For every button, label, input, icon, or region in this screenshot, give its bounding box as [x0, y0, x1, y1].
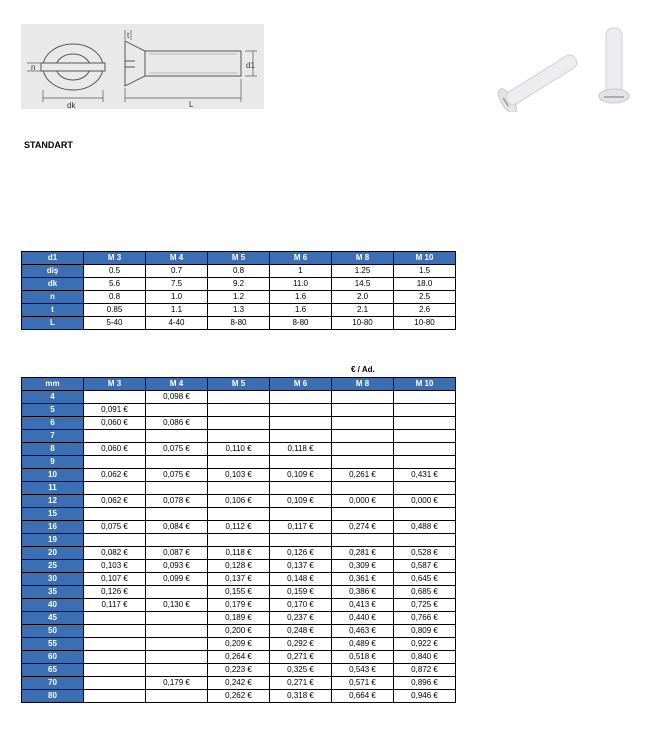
table-cell: 8-80 — [208, 317, 270, 330]
price-header-row — [22, 378, 456, 391]
spec-row — [22, 265, 456, 278]
price-row — [22, 443, 456, 456]
table-cell — [332, 482, 394, 495]
table-cell — [394, 443, 456, 456]
price-table-body — [22, 391, 456, 703]
table-cell: 0,117 € — [84, 599, 146, 612]
table-cell: 18.0 — [394, 278, 456, 291]
table-cell: 0,386 € — [332, 586, 394, 599]
price-header: M 4 — [146, 378, 208, 391]
table-cell — [208, 404, 270, 417]
table-cell — [208, 417, 270, 430]
table-cell: 0,237 € — [270, 612, 332, 625]
table-cell — [270, 482, 332, 495]
row-header-cell: L — [22, 317, 84, 330]
table-cell: 1 — [270, 265, 332, 278]
table-cell: 0,126 € — [270, 547, 332, 560]
table-cell — [208, 534, 270, 547]
table-cell: 1.1 — [146, 304, 208, 317]
table-cell: 0,000 € — [332, 495, 394, 508]
table-cell: 0,264 € — [208, 651, 270, 664]
table-cell — [84, 677, 146, 690]
table-cell: 0,200 € — [208, 625, 270, 638]
table-cell: 0,189 € — [208, 612, 270, 625]
price-row — [22, 677, 456, 690]
price-header: M 6 — [270, 378, 332, 391]
spec-row — [22, 278, 456, 291]
row-header-cell: 15 — [22, 508, 84, 521]
table-cell — [394, 508, 456, 521]
screw-product-image — [488, 20, 638, 112]
table-cell — [270, 456, 332, 469]
table-cell: 0,309 € — [332, 560, 394, 573]
table-cell: 0,103 € — [208, 469, 270, 482]
table-cell: 0,075 € — [84, 521, 146, 534]
spec-header: M 10 — [394, 252, 456, 265]
table-cell: 0,091 € — [84, 404, 146, 417]
table-cell: 0,155 € — [208, 586, 270, 599]
table-cell: 10-80 — [394, 317, 456, 330]
price-row — [22, 521, 456, 534]
price-row — [22, 625, 456, 638]
table-cell: 0,543 € — [332, 664, 394, 677]
price-row — [22, 508, 456, 521]
price-row — [22, 417, 456, 430]
price-header: M 5 — [208, 378, 270, 391]
table-cell: 0,766 € — [394, 612, 456, 625]
table-cell: 1.0 — [146, 291, 208, 304]
table-cell: 2.6 — [394, 304, 456, 317]
table-cell — [84, 391, 146, 404]
table-cell: 9.2 — [208, 278, 270, 291]
spec-header: M 3 — [84, 252, 146, 265]
table-cell — [146, 456, 208, 469]
price-row — [22, 599, 456, 612]
table-cell — [332, 508, 394, 521]
price-row — [22, 456, 456, 469]
table-cell: 0,159 € — [270, 586, 332, 599]
price-row — [22, 612, 456, 625]
row-header-cell: diş — [22, 265, 84, 278]
row-header-cell: 70 — [22, 677, 84, 690]
table-cell: 0.7 — [146, 265, 208, 278]
table-cell: 0,103 € — [84, 560, 146, 573]
table-cell: 2.0 — [332, 291, 394, 304]
table-cell: 14.5 — [332, 278, 394, 291]
row-header-cell: 10 — [22, 469, 84, 482]
table-cell: 0,078 € — [146, 495, 208, 508]
table-cell — [270, 391, 332, 404]
table-cell: 0,361 € — [332, 573, 394, 586]
table-cell: 0,098 € — [146, 391, 208, 404]
table-cell — [84, 534, 146, 547]
table-cell — [146, 430, 208, 443]
table-cell: 11.0 — [270, 278, 332, 291]
table-cell: 0,109 € — [270, 469, 332, 482]
table-cell — [84, 690, 146, 703]
price-row — [22, 664, 456, 677]
table-cell: 0,084 € — [146, 521, 208, 534]
price-row — [22, 430, 456, 443]
table-cell: 0,274 € — [332, 521, 394, 534]
table-cell — [332, 456, 394, 469]
table-cell: 0.8 — [84, 291, 146, 304]
table-cell — [84, 651, 146, 664]
label-t: t — [127, 31, 130, 40]
table-cell — [146, 651, 208, 664]
price-header: M 10 — [394, 378, 456, 391]
table-cell — [146, 482, 208, 495]
table-cell — [270, 404, 332, 417]
price-header: M 8 — [332, 378, 394, 391]
spec-row — [22, 304, 456, 317]
table-cell: 0,117 € — [270, 521, 332, 534]
table-cell: 0,112 € — [208, 521, 270, 534]
table-cell: 0,118 € — [270, 443, 332, 456]
table-cell: 0,106 € — [208, 495, 270, 508]
row-header-cell: 6 — [22, 417, 84, 430]
table-cell: 0,281 € — [332, 547, 394, 560]
table-cell: 0,126 € — [84, 586, 146, 599]
table-cell — [208, 482, 270, 495]
table-cell — [84, 482, 146, 495]
table-cell: 0,062 € — [84, 469, 146, 482]
table-cell: 5-40 — [84, 317, 146, 330]
spec-table — [21, 251, 456, 330]
row-header-cell: dk — [22, 278, 84, 291]
price-row — [22, 638, 456, 651]
table-cell — [208, 391, 270, 404]
price-row — [22, 690, 456, 703]
table-cell — [394, 534, 456, 547]
table-cell — [208, 508, 270, 521]
table-cell: 0,170 € — [270, 599, 332, 612]
screw-dimension-drawing — [21, 24, 264, 109]
table-cell: 0,248 € — [270, 625, 332, 638]
table-cell: 0,318 € — [270, 690, 332, 703]
table-cell: 0,179 € — [146, 677, 208, 690]
table-cell: 0,664 € — [332, 690, 394, 703]
price-row — [22, 404, 456, 417]
table-cell: 0,440 € — [332, 612, 394, 625]
row-header-cell: 25 — [22, 560, 84, 573]
spec-header: M 5 — [208, 252, 270, 265]
table-cell — [146, 586, 208, 599]
row-header-cell: 55 — [22, 638, 84, 651]
table-cell: 0,896 € — [394, 677, 456, 690]
table-cell — [146, 534, 208, 547]
table-cell: 0,261 € — [332, 469, 394, 482]
table-cell: 0,099 € — [146, 573, 208, 586]
table-cell: 0,872 € — [394, 664, 456, 677]
row-header-cell: 11 — [22, 482, 84, 495]
table-cell: 1.5 — [394, 265, 456, 278]
table-cell: 5.6 — [84, 278, 146, 291]
table-cell: 1.25 — [332, 265, 394, 278]
table-cell — [394, 391, 456, 404]
table-cell — [146, 638, 208, 651]
row-header-cell: n — [22, 291, 84, 304]
technical-drawing — [21, 24, 264, 109]
table-cell: 10-80 — [332, 317, 394, 330]
table-cell — [270, 534, 332, 547]
spec-table-body — [22, 265, 456, 330]
table-cell: 0,840 € — [394, 651, 456, 664]
table-cell: 2.1 — [332, 304, 394, 317]
table-cell — [332, 534, 394, 547]
table-cell: 0,075 € — [146, 443, 208, 456]
table-cell — [208, 430, 270, 443]
table-cell — [332, 404, 394, 417]
table-cell: 0,137 € — [270, 560, 332, 573]
table-cell — [394, 417, 456, 430]
table-cell: 0,518 € — [332, 651, 394, 664]
table-cell — [84, 664, 146, 677]
row-header-cell: 19 — [22, 534, 84, 547]
table-cell — [84, 638, 146, 651]
table-cell — [394, 482, 456, 495]
label-dk: dk — [67, 101, 76, 109]
row-header-cell: 45 — [22, 612, 84, 625]
row-header-cell: 35 — [22, 586, 84, 599]
table-cell — [84, 625, 146, 638]
table-cell: 0,223 € — [208, 664, 270, 677]
table-cell: 0,413 € — [332, 599, 394, 612]
table-cell: 0,107 € — [84, 573, 146, 586]
table-cell — [84, 456, 146, 469]
table-cell: 0,571 € — [332, 677, 394, 690]
table-cell: 0,110 € — [208, 443, 270, 456]
table-cell: 0,528 € — [394, 547, 456, 560]
table-cell: 0,463 € — [332, 625, 394, 638]
table-cell — [270, 417, 332, 430]
table-cell — [270, 508, 332, 521]
row-header-cell: 80 — [22, 690, 84, 703]
price-row — [22, 534, 456, 547]
table-cell — [146, 404, 208, 417]
table-cell — [146, 612, 208, 625]
price-row — [22, 573, 456, 586]
table-cell: 0.85 — [84, 304, 146, 317]
row-header-cell: 40 — [22, 599, 84, 612]
row-header-cell: 5 — [22, 404, 84, 417]
table-cell — [394, 404, 456, 417]
price-row — [22, 391, 456, 404]
table-cell — [84, 612, 146, 625]
spec-row — [22, 317, 456, 330]
table-cell: 1.3 — [208, 304, 270, 317]
table-cell — [332, 443, 394, 456]
table-cell — [208, 456, 270, 469]
table-cell: 0,242 € — [208, 677, 270, 690]
price-row — [22, 469, 456, 482]
table-cell: 0,685 € — [394, 586, 456, 599]
price-row — [22, 547, 456, 560]
table-cell — [394, 430, 456, 443]
table-cell — [84, 508, 146, 521]
label-L: L — [189, 100, 194, 109]
table-cell — [332, 430, 394, 443]
row-header-cell: 7 — [22, 430, 84, 443]
price-row — [22, 651, 456, 664]
row-header-cell: t — [22, 304, 84, 317]
table-cell: 0,922 € — [394, 638, 456, 651]
spec-header: M 6 — [270, 252, 332, 265]
table-cell — [146, 625, 208, 638]
table-cell: 1.6 — [270, 291, 332, 304]
row-header-cell: 4 — [22, 391, 84, 404]
price-row — [22, 586, 456, 599]
table-cell: 0,062 € — [84, 495, 146, 508]
spec-row — [22, 291, 456, 304]
table-cell: 0,946 € — [394, 690, 456, 703]
row-header-cell: 60 — [22, 651, 84, 664]
label-n: n — [31, 63, 36, 72]
table-cell: 0,262 € — [208, 690, 270, 703]
table-cell: 0,060 € — [84, 443, 146, 456]
table-cell: 0.8 — [208, 265, 270, 278]
row-header-cell: 20 — [22, 547, 84, 560]
table-cell: 7.5 — [146, 278, 208, 291]
table-cell: 0,209 € — [208, 638, 270, 651]
table-cell: 1.6 — [270, 304, 332, 317]
table-cell — [146, 664, 208, 677]
table-cell: 0,645 € — [394, 573, 456, 586]
table-cell: 0,489 € — [332, 638, 394, 651]
table-cell: 0,109 € — [270, 495, 332, 508]
table-cell: 0,086 € — [146, 417, 208, 430]
row-header-cell: 65 — [22, 664, 84, 677]
table-cell: 0,075 € — [146, 469, 208, 482]
table-cell: 0,271 € — [270, 651, 332, 664]
spec-header: M 8 — [332, 252, 394, 265]
table-cell: 0,325 € — [270, 664, 332, 677]
table-cell: 0,118 € — [208, 547, 270, 560]
row-header-cell: 30 — [22, 573, 84, 586]
screw-render — [488, 20, 638, 112]
table-cell: 4-40 — [146, 317, 208, 330]
table-cell — [332, 417, 394, 430]
price-row — [22, 560, 456, 573]
label-d1: d1 — [246, 61, 255, 70]
table-cell: 0,130 € — [146, 599, 208, 612]
table-cell — [84, 430, 146, 443]
table-cell: 8-80 — [270, 317, 332, 330]
row-header-cell: 12 — [22, 495, 84, 508]
table-cell — [270, 430, 332, 443]
row-header-cell: 8 — [22, 443, 84, 456]
table-cell — [394, 456, 456, 469]
table-cell: 1.2 — [208, 291, 270, 304]
spec-header-row — [22, 252, 456, 265]
table-cell: 0,431 € — [394, 469, 456, 482]
price-row — [22, 482, 456, 495]
price-header: mm — [22, 378, 84, 391]
table-cell: 0,587 € — [394, 560, 456, 573]
spec-header: d1 — [22, 252, 84, 265]
price-header: M 3 — [84, 378, 146, 391]
table-cell: 0,809 € — [394, 625, 456, 638]
price-unit-label: € / Ad. — [351, 365, 375, 374]
table-cell: 0.5 — [84, 265, 146, 278]
table-cell: 0,148 € — [270, 573, 332, 586]
table-cell: 0,137 € — [208, 573, 270, 586]
row-header-cell: 16 — [22, 521, 84, 534]
table-cell: 0,000 € — [394, 495, 456, 508]
table-cell: 0,292 € — [270, 638, 332, 651]
section-heading: STANDART — [24, 140, 73, 150]
table-cell: 0,128 € — [208, 560, 270, 573]
row-header-cell: 9 — [22, 456, 84, 469]
table-cell: 2.5 — [394, 291, 456, 304]
table-cell — [146, 508, 208, 521]
table-cell: 0,093 € — [146, 560, 208, 573]
table-cell: 0,082 € — [84, 547, 146, 560]
price-row — [22, 495, 456, 508]
table-cell: 0,060 € — [84, 417, 146, 430]
spec-header: M 4 — [146, 252, 208, 265]
table-cell: 0,179 € — [208, 599, 270, 612]
table-cell: 0,488 € — [394, 521, 456, 534]
table-cell — [332, 391, 394, 404]
table-cell: 0,271 € — [270, 677, 332, 690]
table-cell: 0,087 € — [146, 547, 208, 560]
price-table — [21, 377, 456, 703]
table-cell: 0,725 € — [394, 599, 456, 612]
table-cell — [146, 690, 208, 703]
row-header-cell: 50 — [22, 625, 84, 638]
